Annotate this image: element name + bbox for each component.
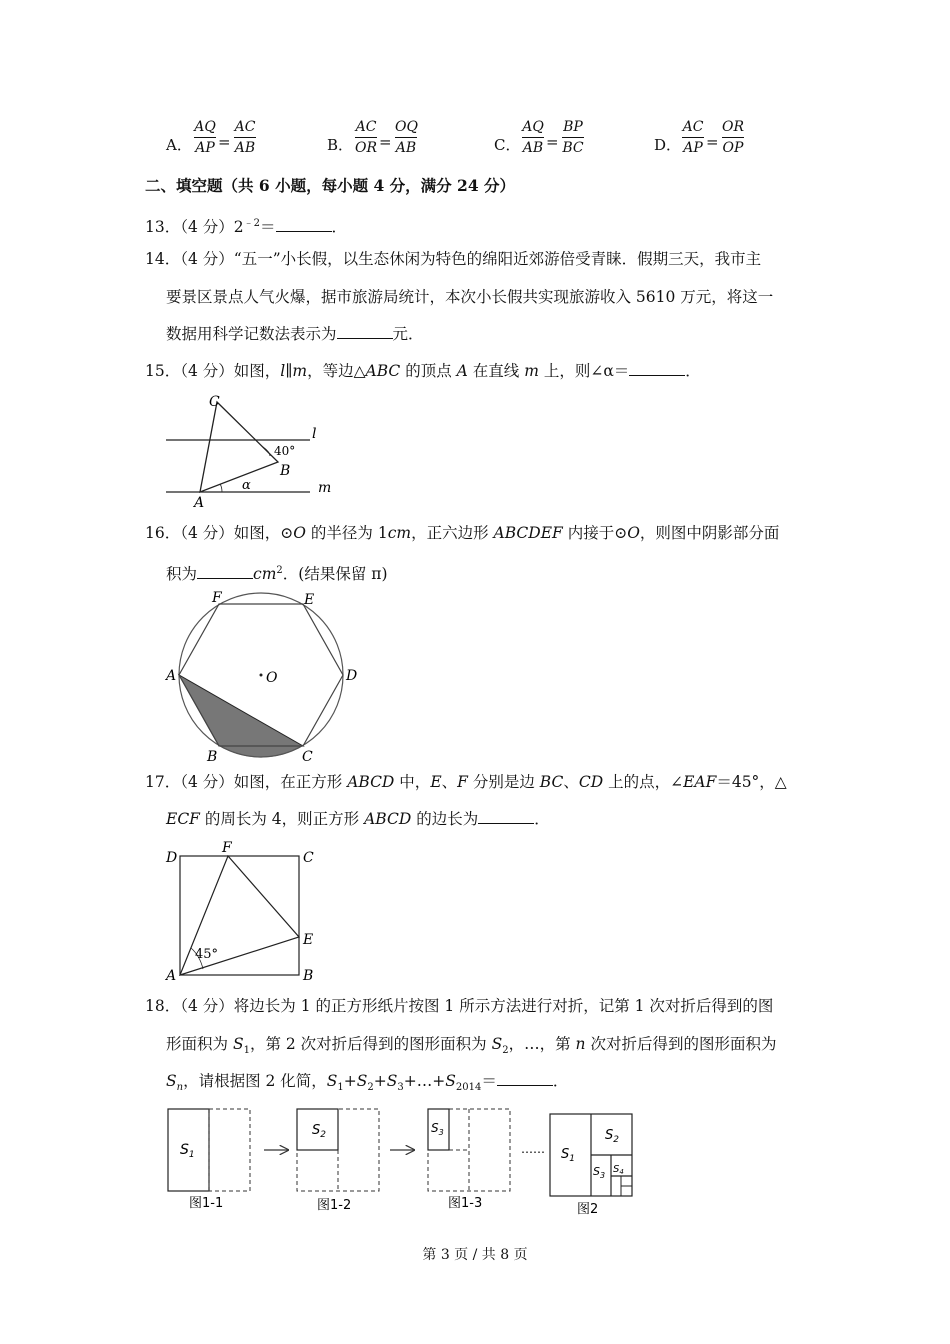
question-18-line3: $S_n$，请根据图 2 化简，$S_1+S_2+S_3+\dots+S_{2014}=$ ． — [166, 1072, 569, 1094]
question-15: 15．（4 分）如图，l∥m，等边△ABC 的顶点 A 在直线 m 上，则∠α＝ ． — [145, 362, 701, 380]
label-s3: $S_3$ — [593, 1165, 606, 1180]
fraction: BP BC — [562, 119, 584, 156]
label-c: C — [303, 850, 314, 866]
question-14-line2: 要景区景点人气火爆，据市旅游局统计，本次小长假共实现旅游收入 5610 万元，将这一 — [166, 288, 774, 306]
page-footer: 第 3 页 / 共 8 页 — [422, 1247, 528, 1263]
label-a: A — [166, 968, 177, 984]
label-b: B — [207, 749, 218, 765]
answer-blank[interactable] — [478, 809, 534, 824]
fraction: AQ AB — [522, 119, 544, 156]
question-16-line2: 积为 $cm^2$．(结果保留 π) — [166, 565, 388, 584]
question-17-line2: ECF 的周长为 4，则正方形 ABCD 的边长为 ． — [166, 810, 550, 828]
label-a: A — [194, 495, 205, 510]
angle-40: 40° — [274, 444, 296, 458]
option-label: D． — [654, 136, 682, 154]
label-b: B — [303, 968, 314, 984]
angle-45: 45° — [195, 947, 219, 962]
option-label: A． — [166, 136, 192, 154]
answer-blank[interactable] — [276, 217, 332, 232]
answer-blank[interactable] — [629, 361, 685, 376]
label-c: C — [302, 749, 313, 765]
label-m: m — [318, 480, 332, 496]
label-s3: $S_3$ — [431, 1121, 444, 1137]
label-s1: $S_1$ — [561, 1147, 575, 1164]
label-f: F — [222, 840, 232, 856]
option-label: B． — [327, 136, 354, 154]
label-s1: $S_1$ — [180, 1142, 195, 1160]
label-l: l — [312, 426, 317, 442]
caption-fig2: 图2 — [577, 1202, 599, 1217]
label-a: A — [166, 668, 177, 684]
caption-fig1-2: 图1-2 — [317, 1198, 352, 1213]
label-d: D — [346, 668, 358, 684]
figure-q15 — [160, 390, 340, 510]
label-c: C — [209, 394, 220, 410]
question-16: 16．（4 分）如图，⊙O 的半径为 1cm，正六边形 ABCDEF 内接于⊙O，则图中阴影部分面 — [145, 524, 780, 542]
label-d: D — [166, 850, 178, 866]
fraction: AC AP — [682, 119, 704, 156]
answer-blank[interactable] — [197, 564, 253, 579]
label-s4: $S_4$ — [613, 1164, 624, 1176]
fraction: OR OP — [722, 119, 745, 156]
label-s2: $S_2$ — [312, 1123, 326, 1140]
caption-fig1-1: 图1-1 — [189, 1196, 224, 1211]
question-14: 14．（4 分）“五一”小长假，以生态休闲为特色的绵阳近郊游倍受青睐．假期三天，我市主 — [145, 250, 762, 268]
label-f: F — [212, 590, 222, 606]
question-18-line2: 形面积为 $S_1$，第 2 次对折后得到的图形面积为 $S_2$，…，第 n 次对折后得到的图形面积为 — [166, 1035, 777, 1057]
angle-alpha: α — [242, 478, 251, 493]
question-17: 17．（4 分）如图，在正方形 ABCD 中，E、F 分别是边 BC、CD 上的点，∠EAF＝45°，△ — [145, 773, 787, 791]
caption-fig1-3: 图1-3 — [448, 1196, 483, 1211]
ellipsis: …… — [521, 1142, 545, 1156]
label-b: B — [280, 463, 291, 479]
fraction: AQ AP — [194, 119, 216, 156]
answer-blank[interactable] — [497, 1071, 553, 1086]
label-e: E — [303, 932, 314, 948]
fraction: AC AB — [234, 119, 256, 156]
question-18: 18．（4 分）将边长为 1 的正方形纸片按图 1 所示方法进行对折，记第 1 次对折后得到的图 — [145, 997, 774, 1015]
label-e: E — [304, 592, 315, 608]
fraction: OQ AB — [395, 119, 418, 156]
option-label: C． — [494, 136, 521, 154]
question-13: 13．（4 分）$2^{﹣2}=$ ． — [145, 218, 348, 237]
label-s2: $S_2$ — [605, 1128, 619, 1145]
figure-q17 — [160, 838, 330, 988]
label-o: O — [266, 670, 278, 686]
figure-q16 — [160, 585, 370, 765]
answer-blank[interactable] — [337, 324, 393, 339]
figure-q18 — [160, 1104, 640, 1220]
question-14-line3: 数据用科学记数法表示为 元． — [166, 325, 424, 343]
section-title: 二、填空题（共 6 小题，每小题 4 分，满分 24 分） — [145, 176, 516, 195]
fraction: AC OR — [355, 119, 378, 156]
